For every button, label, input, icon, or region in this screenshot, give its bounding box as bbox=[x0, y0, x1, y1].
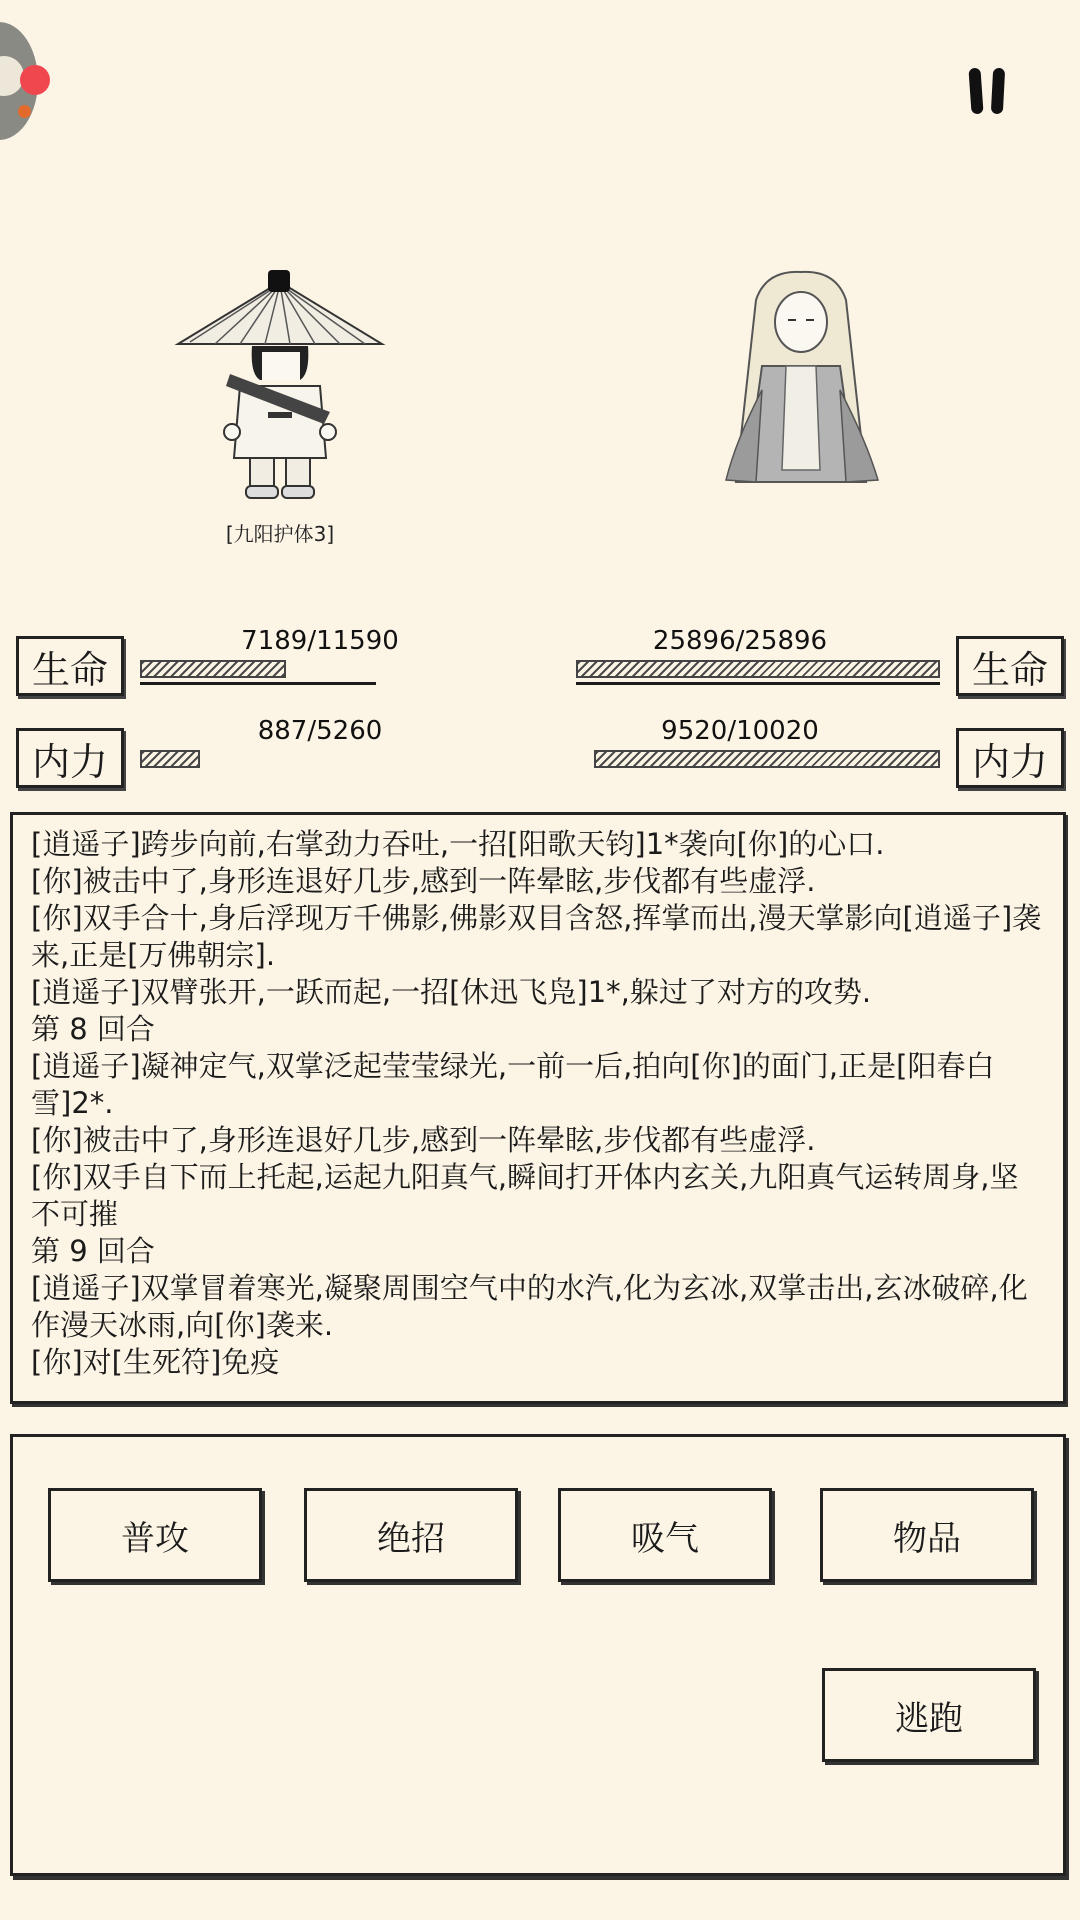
log-line: [逍遥子]跨步向前,右掌劲力吞吐,一招[阳歌天钧]1*袭向[你]的心口. bbox=[31, 827, 885, 861]
breathe-button[interactable]: 吸气 bbox=[558, 1488, 772, 1582]
notification-dot bbox=[20, 65, 50, 95]
log-line: [逍遥子]凝神定气,双掌泛起莹莹绿光,一前一后,拍向[你]的面门,正是[阳春白雪]2*. bbox=[31, 1049, 995, 1120]
player-hp-value: 7189/11590 bbox=[241, 626, 399, 656]
enemy-hp-bar-fill bbox=[576, 660, 940, 678]
pause-icon[interactable] bbox=[966, 68, 1010, 114]
player-mp-label: 内力 bbox=[16, 728, 124, 788]
log-line: 第 8 回合 bbox=[31, 1012, 155, 1046]
floating-assistant-dot bbox=[18, 105, 31, 118]
enemy-hp-value: 25896/25896 bbox=[652, 626, 828, 656]
combat-log[interactable] bbox=[10, 812, 1066, 1404]
enemy-mp-label: 内力 bbox=[956, 728, 1064, 788]
enemy-character bbox=[716, 270, 886, 492]
player-character bbox=[170, 262, 390, 502]
log-line: [逍遥子]双臂张开,一跃而起,一招[休迅飞凫]1*,躲过了对方的攻势. bbox=[31, 975, 872, 1009]
enemy-mp-bar-fill bbox=[594, 750, 940, 768]
flee-button[interactable]: 逃跑 bbox=[822, 1668, 1036, 1762]
log-line: [逍遥子]双掌冒着寒光,凝聚周围空气中的水汽,化为玄冰,双掌击出,玄冰破碎,化作漫天冰雨,向[你]袭来. bbox=[31, 1271, 1028, 1342]
player-hp-bar-fill bbox=[140, 660, 286, 678]
enemy-hp-bar-track bbox=[576, 682, 940, 685]
enemy-mp-value: 9520/10020 bbox=[661, 716, 819, 746]
combat-log-lines bbox=[31, 826, 1045, 1381]
log-line: [你]对[生死符]免疫 bbox=[31, 1345, 280, 1379]
player-buff-label: [九阳护体3] bbox=[225, 522, 335, 546]
log-line: [你]双手合十,身后浮现万千佛影,佛影双目含怒,挥掌而出,漫天掌影向[逍遥子]袭来,正是[万佛朝宗]. bbox=[31, 901, 1042, 972]
player-mp-bar-fill bbox=[140, 750, 200, 768]
player-mp-value: 887/5260 bbox=[257, 716, 383, 746]
enemy-hp-label: 生命 bbox=[956, 636, 1064, 696]
player-hp-label: 生命 bbox=[16, 636, 124, 696]
log-line: [你]双手自下而上托起,运起九阳真气,瞬间打开体内玄关,九阳真气运转周身,坚不可摧 bbox=[31, 1160, 1019, 1231]
special-skill-button[interactable]: 绝招 bbox=[304, 1488, 518, 1582]
log-line: [你]被击中了,身形连退好几步,感到一阵晕眩,步伐都有些虚浮. bbox=[31, 864, 816, 898]
log-line: 第 9 回合 bbox=[31, 1234, 155, 1268]
attack-button[interactable]: 普攻 bbox=[48, 1488, 262, 1582]
player-hp-bar-track bbox=[140, 682, 376, 685]
log-line: [你]被击中了,身形连退好几步,感到一阵晕眩,步伐都有些虚浮. bbox=[31, 1123, 816, 1157]
items-button[interactable]: 物品 bbox=[820, 1488, 1034, 1582]
